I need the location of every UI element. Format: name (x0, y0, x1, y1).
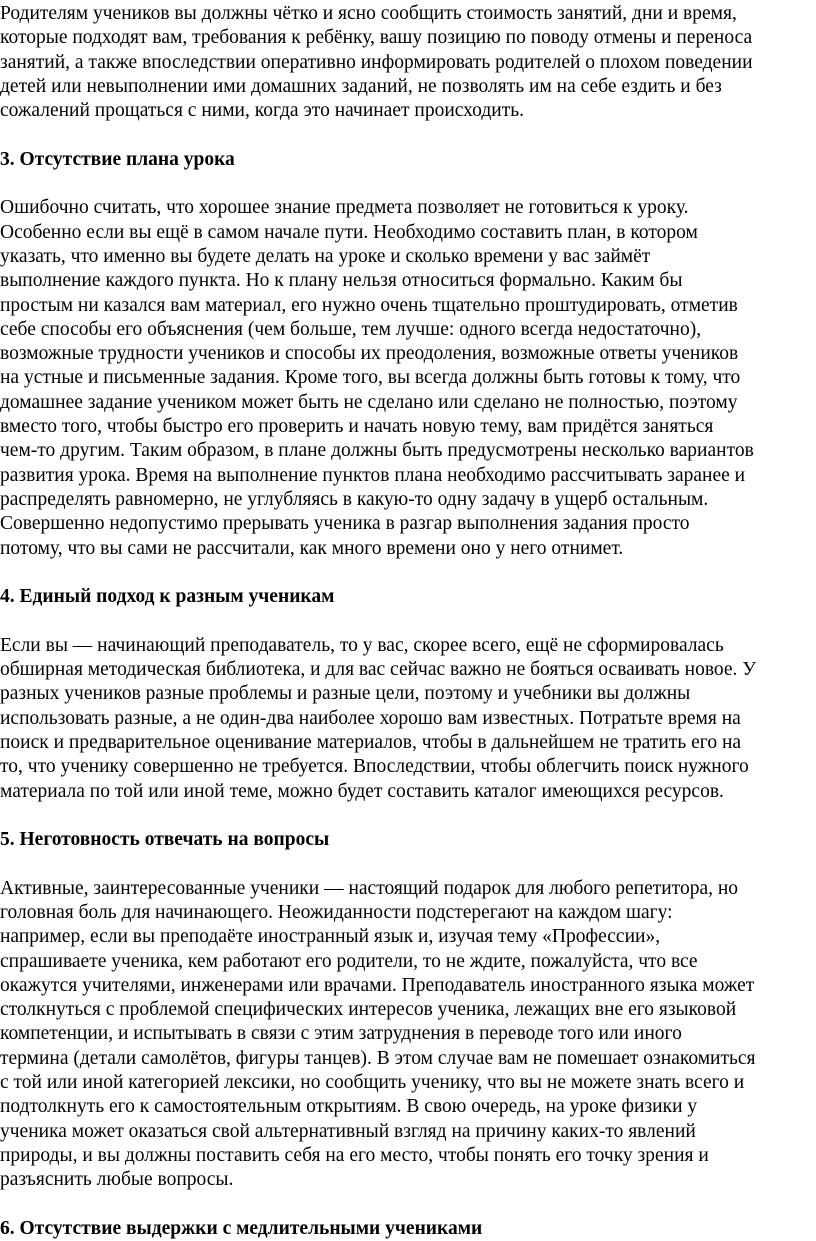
text-line: сожалений прощаться с ними, когда это начинает происходить. (0, 100, 525, 122)
paragraph-gap (0, 561, 816, 585)
text-line: с той или иной категорией лексики, но сообщить ученику, что вы не можете знать всего и (0, 1072, 745, 1094)
text-line: Родителям учеников вы должны чётко и ясно сообщить стоимость занятий, дни и время, (0, 3, 737, 24)
section-4-paragraph (0, 634, 816, 804)
text-line: Ошибочно считать, что хорошее знание предмета позволяет не готовиться к уроку. (0, 197, 689, 219)
paragraph-gap (0, 123, 816, 147)
text-line: занятий, а также впоследствии оперативно информировать родителей о плохом поведении (0, 51, 753, 73)
text-line: столкнуться с проблемой специфических интересов ученика, лежащих вне его языковой (0, 999, 737, 1021)
paragraph-gap (0, 1193, 816, 1217)
paragraph-gap (0, 172, 816, 196)
text-line: материала по той или иной теме, можно будет составить каталог имеющихся ресурсов. (0, 780, 724, 802)
section-5-paragraph (0, 877, 816, 1193)
paragraph-gap (0, 804, 816, 828)
text-line: например, если вы преподаёте иностранный язык и, изучая тему «Профессии», (0, 926, 661, 948)
section-3-heading: 3. Отсутствие плана урока (0, 148, 235, 170)
text-line: подтолкнуть его к самостоятельным открытиям. В свою очередь, на уроке физики у (0, 1096, 698, 1118)
text-line: вместо того, чтобы быстро его проверить и начать новую тему, вам придётся заняться (0, 416, 714, 438)
text-line: на устные и письменные задания. Кроме того, вы всегда должны быть готовы к тому, что (0, 367, 741, 389)
text-line: себе способы его объяснения (чем больше, тем лучше: одного всегда недостаточно), (0, 318, 702, 340)
section-4-heading: 4. Единый подход к разным ученикам (0, 586, 335, 608)
text-line: разных учеников разные проблемы и разные цели, поэтому и учебники вы должны (0, 683, 691, 705)
text-line: термина (детали самолётов, фигуры танцев). В этом случае вам не помешает ознакомиться (0, 1047, 756, 1069)
text-line: окажутся учителями, инженерами или врачами. Преподаватель иностранного языка может (0, 974, 755, 996)
text-line: выполнение каждого пункта. Но к плану нельзя относиться формально. Каким бы (0, 270, 683, 292)
text-line: то, что ученику совершенно не требуется. Впоследствии, чтобы облегчить поиск нужного (0, 756, 749, 778)
text-line: указать, что именно вы будете делать на уроке и сколько времени у вас займёт (0, 245, 651, 267)
text-line: распределять равномерно, не углубляясь в какую-то одну задачу в ущерб остальным. (0, 488, 709, 510)
text-line: домашнее задание учеником может быть не сделано или сделано не полностью, поэтому (0, 391, 738, 413)
text-line: потому, что вы сами не рассчитали, как много времени оно у него отнимет. (0, 537, 624, 559)
text-line: Если вы — начинающий преподаватель, то у вас, скорее всего, ещё не сформировалась (0, 634, 724, 656)
text-line: головная боль для начинающего. Неожиданности подстерегают на каждом шагу: (0, 901, 673, 923)
text-line: возможные трудности учеников и способы их преодоления, возможные ответы учеников (0, 343, 739, 365)
text-line: детей или невыполнении ими домашних заданий, не позволять им на себе ездить и без (0, 75, 722, 97)
text-line: спрашиваете ученика, кем работают его родители, то не ждите, пожалуйста, что все (0, 950, 698, 972)
section-6-heading: 6. Отсутствие выдержки с медлительными учениками (0, 1217, 483, 1239)
intro-paragraph (0, 2, 816, 123)
paragraph-gap (0, 852, 816, 876)
text-line: использовать разные, а не один-два наиболее хорошо вам известных. Потратьте время на (0, 707, 741, 729)
paragraph-gap (0, 609, 816, 633)
text-line: ученика может оказаться свой альтернативный взгляд на причину каких-то явлений (0, 1120, 696, 1142)
text-line: развития урока. Время на выполнение пунктов плана необходимо рассчитывать заранее и (0, 464, 746, 486)
text-line: которые подходят вам, требования к ребёнку, вашу позицию по поводу отмены и переноса (0, 27, 753, 49)
text-line: Особенно если вы ещё в самом начале пути. Необходимо составить план, в котором (0, 221, 698, 243)
text-line: поиск и предварительное оценивание материалов, чтобы в дальнейшем не тратить его на (0, 731, 742, 753)
text-line: Активные, заинтересованные ученики — настоящий подарок для любого репетитора, но (0, 877, 739, 899)
text-line: чем-то другим. Таким образом, в плане должны быть предусмотрены несколько вариантов (0, 440, 754, 462)
text-line: простым ни казался вам материал, его нужно очень тщательно проштудировать, отметив (0, 294, 738, 316)
text-line: природы, и вы должны поставить себя на его место, чтобы понять его точку зрения и (0, 1144, 709, 1166)
text-line: разъяснить любые вопросы. (0, 1169, 234, 1191)
section-3-paragraph (0, 196, 816, 560)
section-5-heading: 5. Неготовность отвечать на вопросы (0, 829, 330, 851)
text-line: компетенции, и испытывать в связи с этим затруднения в переводе того или иного (0, 1023, 682, 1045)
text-line: обширная методическая библиотека, и для вас сейчас важно не бояться осваивать новое. У (0, 659, 757, 681)
text-line: Совершенно недопустимо прерывать ученика в разгар выполнения задания просто (0, 513, 690, 535)
